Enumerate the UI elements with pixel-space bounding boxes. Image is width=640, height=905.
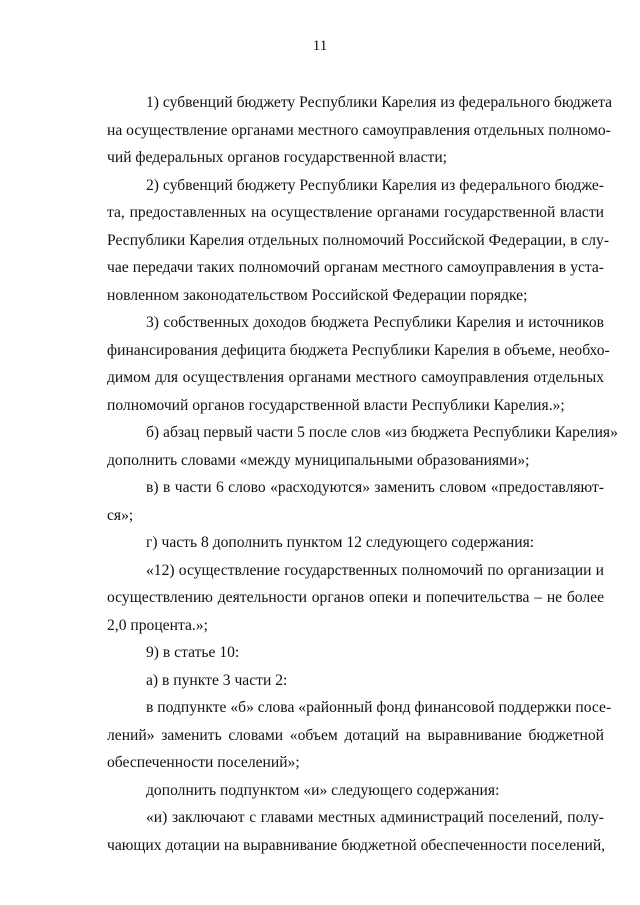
text-line: та, предоставленных на осуществление органами государственной власти bbox=[107, 204, 604, 221]
text-line: димом для осуществления органами местного самоуправления отдельных bbox=[107, 369, 604, 386]
text-line: 3) собственных доходов бюджета Республики Карелия и источников bbox=[146, 314, 604, 331]
page-number: 11 bbox=[312, 38, 328, 54]
text-line: 2,0 процента.»; bbox=[107, 617, 208, 634]
text-line: финансирования дефицита бюджета Республики Карелия в объеме, необхо- bbox=[107, 342, 610, 359]
text-line: 1) субвенций бюджету Республики Карелия из федерального бюджета bbox=[146, 94, 613, 111]
text-line: ся»; bbox=[107, 507, 134, 524]
text-line: Республики Карелия отдельных полномочий Российской Федерации, в слу- bbox=[107, 232, 610, 249]
text-line: новленном законодательством Российской Федерации порядке; bbox=[107, 287, 528, 304]
text-line: осуществлению деятельности органов опеки и попечительства – не более bbox=[107, 589, 604, 606]
text-line: б) абзац первый части 5 после слов «из бюджета Республики Карелия» bbox=[146, 424, 618, 441]
text-line: «и) заключают с главами местных администраций поселений, полу- bbox=[146, 809, 604, 826]
text-line: в) в части 6 слово «расходуются» заменить словом «предоставляют- bbox=[146, 479, 604, 496]
text-line: чае передачи таких полномочий органам местного самоуправления в уста- bbox=[107, 259, 604, 276]
text-line: дополнить подпунктом «и» следующего содержания: bbox=[146, 782, 500, 799]
text-line: на осуществление органами местного самоуправления отдельных полномо- bbox=[107, 122, 611, 139]
text-line: 9) в статье 10: bbox=[146, 644, 240, 661]
text-line: 2) субвенций бюджету Республики Карелия из федерального бюдже- bbox=[146, 177, 604, 194]
text-line: «12) осуществление государственных полномочий по организации и bbox=[146, 562, 604, 579]
text-line: чающих дотации на выравнивание бюджетной обеспеченности поселений, bbox=[107, 837, 606, 854]
text-line: в подпункте «б» слова «районный фонд финансовой поддержки посе- bbox=[146, 699, 612, 716]
text-line: лений» заменить словами «объем дотаций на выравнивание бюджетной bbox=[107, 727, 604, 744]
text-line: дополнить словами «между муниципальными образованиями»; bbox=[107, 452, 530, 469]
text-line: чий федеральных органов государственной власти; bbox=[107, 149, 447, 166]
text-line: г) часть 8 дополнить пунктом 12 следующего содержания: bbox=[146, 534, 535, 551]
text-line: обеспеченности поселений»; bbox=[107, 754, 300, 771]
text-line: полномочий органов государственной власти Республики Карелия.»; bbox=[107, 397, 565, 414]
text-line: а) в пункте 3 части 2: bbox=[146, 672, 288, 689]
